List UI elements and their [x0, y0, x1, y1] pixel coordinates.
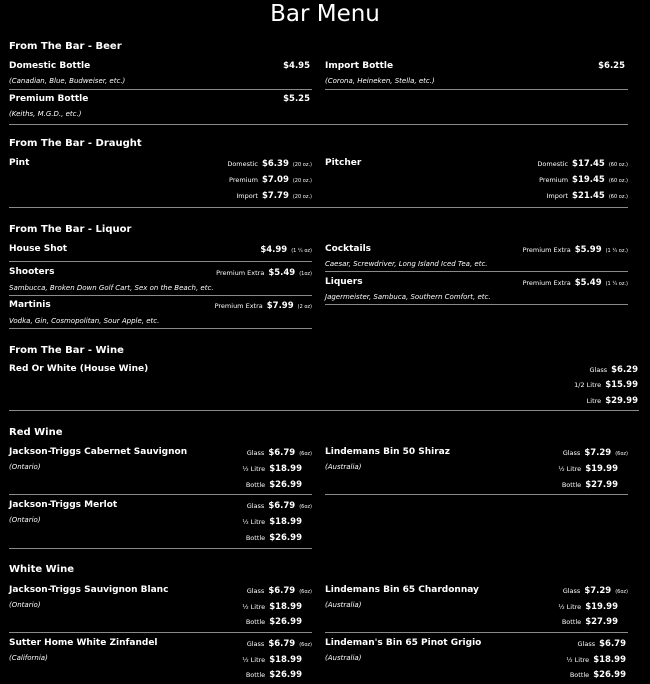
section-heading-red-wine: Red Wine [9, 427, 63, 438]
price-label: Glass [577, 640, 596, 648]
price-value: $26.99 [593, 670, 626, 680]
section-divider [9, 410, 639, 411]
price-value: $18.99 [593, 655, 626, 665]
price-row [210, 448, 312, 458]
price-label: Domestic [537, 160, 569, 168]
item-region: (Ontario) [9, 601, 41, 609]
item-price-import-bottle: $6.25 [598, 61, 625, 71]
serving-size: (20 oz.) [292, 194, 312, 200]
divider [9, 295, 312, 296]
price-label: Bottle [561, 481, 582, 489]
price-label: Premium [229, 176, 258, 184]
price-row [210, 501, 312, 511]
price-value: $27.99 [585, 617, 618, 627]
section-heading-liquor: From The Bar - Liquor [9, 224, 132, 235]
price-value: $5.49 [574, 278, 602, 288]
price-label: Bottle [245, 618, 266, 626]
price-value: $6.39 [261, 159, 289, 169]
price-value: $26.99 [269, 480, 302, 490]
item-name-martinis: Martinis [9, 300, 51, 310]
price-row [150, 159, 312, 169]
price-row [526, 448, 628, 458]
item-desc-cocktails: Caesar, Screwdriver, Long Island Iced Tea, etc. [325, 260, 488, 268]
price-label: Bottle [245, 481, 266, 489]
item-name-liquers: Liquers [325, 277, 363, 287]
price-row [466, 278, 628, 288]
price-row [150, 268, 312, 278]
price-label: Bottle [245, 671, 266, 679]
serving-size: (6oz) [615, 589, 628, 595]
page-title: Bar Menu [270, 1, 380, 27]
price-label: Premium Extra [214, 302, 263, 310]
item-desc-domestic-bottle: (Canadian, Blue, Budweiser, etc.) [9, 77, 126, 85]
serving-size: (6oz) [299, 589, 312, 595]
price-label: Import [546, 192, 569, 200]
price-value: $19.45 [572, 175, 605, 185]
item-desc-shooters: Sambucca, Broken Down Golf Cart, Sex on the Beach, etc. [9, 284, 214, 292]
price-row [466, 175, 628, 185]
price-row [210, 464, 302, 474]
price-value: $21.45 [572, 191, 605, 201]
price-row [150, 191, 312, 201]
price-label: Bottle [245, 534, 266, 542]
price-value: $26.99 [269, 533, 302, 543]
price-value: $27.99 [585, 480, 618, 490]
price-row [210, 639, 312, 649]
price-value: $7.09 [261, 175, 289, 185]
item-name-cocktails: Cocktails [325, 244, 372, 254]
price-row [210, 670, 302, 680]
price-row [466, 191, 628, 201]
price-value: $6.79 [268, 586, 296, 596]
divider [325, 271, 628, 272]
price-label: Litre [586, 397, 602, 405]
price-value: $26.99 [269, 617, 302, 627]
serving-size: (60 oz.) [608, 178, 628, 184]
divider [9, 261, 312, 262]
price-value: $18.99 [269, 655, 302, 665]
serving-size: (60 oz.) [608, 194, 628, 200]
serving-size: (1 ¼ oz.) [605, 281, 628, 287]
price-row [150, 245, 312, 255]
item-name-wine: Lindeman's Bin 65 Pinot Grigio [325, 638, 482, 648]
price-row [500, 365, 638, 375]
item-region: (Ontario) [9, 463, 41, 471]
item-region: (Australia) [325, 463, 362, 471]
price-label: ½ Litre [242, 656, 266, 664]
price-value: $7.29 [584, 586, 612, 596]
price-label: ½ Litre [242, 518, 266, 526]
divider [325, 304, 628, 305]
price-value: $29.99 [605, 396, 638, 406]
item-price-domestic-bottle: $4.95 [283, 61, 310, 71]
price-label: Glass [246, 449, 265, 457]
price-row [210, 480, 302, 490]
price-value: $6.79 [268, 448, 296, 458]
price-row [540, 670, 626, 680]
price-row [526, 586, 628, 596]
price-row [500, 396, 638, 406]
price-value: $7.79 [261, 191, 289, 201]
section-heading-draught: From The Bar - Draught [9, 138, 142, 149]
item-desc-martinis: Vodka, Gin, Cosmopolitan, Sour Apple, etc. [9, 317, 160, 325]
price-value: $6.29 [611, 365, 638, 375]
item-name-pitcher: Pitcher [325, 158, 362, 168]
divider [325, 494, 628, 495]
divider [325, 632, 628, 633]
serving-size: (2 oz) [297, 304, 312, 310]
price-value: $6.79 [599, 639, 626, 649]
price-row [466, 159, 628, 169]
price-row [526, 602, 618, 612]
divider [9, 494, 312, 495]
divider [9, 548, 312, 549]
price-value: $18.99 [269, 602, 302, 612]
price-row [526, 464, 618, 474]
price-label: Domestic [227, 160, 258, 168]
price-label: ½ Litre [558, 603, 582, 611]
serving-size: (1 ¼ oz.) [605, 248, 628, 254]
price-row [210, 655, 302, 665]
price-value: $18.99 [269, 517, 302, 527]
divider [9, 89, 312, 90]
price-row [150, 175, 312, 185]
item-name-wine: Lindemans Bin 65 Chardonnay [325, 585, 479, 595]
price-label: 1/2 Litre [574, 381, 602, 389]
item-desc-premium-bottle: (Keiths, M.G.D., etc.) [9, 110, 82, 118]
item-name-wine: Sutter Home White Zinfandel [9, 638, 158, 648]
price-label: ½ Litre [242, 465, 266, 473]
price-value: $4.99 [260, 245, 288, 255]
price-value: $6.79 [268, 501, 296, 511]
serving-size: (20 oz.) [292, 178, 312, 184]
price-label: Glass [246, 587, 265, 595]
price-label: Glass [589, 366, 608, 374]
serving-size: (6oz) [299, 451, 312, 457]
price-label: ½ Litre [558, 465, 582, 473]
price-label: Premium Extra [216, 269, 265, 277]
item-region: (California) [9, 654, 48, 662]
price-row [210, 602, 302, 612]
divider [325, 89, 628, 90]
item-name-shooters: Shooters [9, 267, 55, 277]
price-row [210, 517, 302, 527]
section-divider [9, 207, 628, 208]
item-name-wine: Jackson-Triggs Merlot [9, 500, 118, 510]
item-name-premium-bottle: Premium Bottle [9, 94, 89, 104]
item-name-wine: Jackson-Triggs Cabernet Sauvignon [9, 447, 188, 457]
price-label: Premium [539, 176, 569, 184]
item-name-import-bottle: Import Bottle [325, 61, 394, 71]
price-label: Glass [562, 587, 581, 595]
price-label: ½ Litre [242, 603, 266, 611]
divider [9, 632, 312, 633]
section-heading-white-wine: White Wine [9, 564, 74, 575]
item-name-wine: Jackson-Triggs Sauvignon Blanc [9, 585, 169, 595]
price-label: Premium Extra [522, 246, 571, 254]
price-value: $26.99 [269, 670, 302, 680]
price-label: Bottle [569, 671, 590, 679]
item-name-house-wine: Red Or White (House Wine) [9, 364, 149, 374]
serving-size: (6oz) [299, 504, 312, 510]
price-row [150, 301, 312, 311]
item-name-wine: Lindemans Bin 50 Shiraz [325, 447, 450, 457]
price-label: ½ Litre [566, 656, 590, 664]
price-value: $5.49 [268, 268, 296, 278]
price-value: $17.45 [572, 159, 605, 169]
item-region: (Australia) [325, 654, 362, 662]
price-row [466, 245, 628, 255]
price-value: $18.99 [269, 464, 302, 474]
serving-size: (1oz) [299, 271, 312, 277]
price-label: Bottle [561, 618, 582, 626]
serving-size: (6oz) [615, 451, 628, 457]
price-value: $19.99 [585, 464, 618, 474]
price-label: Glass [562, 449, 581, 457]
section-heading-beer: From The Bar - Beer [9, 41, 122, 52]
price-value: $7.29 [584, 448, 612, 458]
price-value: $5.99 [574, 245, 602, 255]
price-label: Premium Extra [522, 279, 571, 287]
item-desc-liquers: Jagermeister, Sambuca, Southern Comfort, etc. [325, 293, 491, 301]
price-value: $6.79 [268, 639, 296, 649]
item-name-house-shot: House Shot [9, 244, 68, 254]
section-heading-wine: From The Bar - Wine [9, 345, 124, 356]
item-region: (Ontario) [9, 516, 41, 524]
price-label: Glass [246, 640, 265, 648]
divider [9, 328, 312, 329]
serving-size: (60 oz.) [608, 162, 628, 168]
price-row [210, 617, 302, 627]
price-row [500, 380, 638, 390]
price-row [210, 533, 302, 543]
price-value: $15.99 [605, 380, 638, 390]
price-label: Import [236, 192, 258, 200]
serving-size: (20 oz.) [292, 162, 312, 168]
price-row [526, 480, 618, 490]
price-row [540, 655, 626, 665]
price-label: Glass [246, 502, 265, 510]
price-row [526, 617, 618, 627]
price-value: $19.99 [585, 602, 618, 612]
item-name-pint: Pint [9, 158, 30, 168]
item-price-premium-bottle: $5.25 [283, 94, 310, 104]
section-divider [9, 124, 628, 125]
serving-size: (1 ¼ oz) [291, 248, 312, 254]
price-row [540, 639, 626, 649]
serving-size: (6oz) [299, 642, 312, 648]
item-desc-import-bottle: (Corona, Heineken, Stella, etc.) [325, 77, 435, 85]
price-row [210, 586, 312, 596]
item-name-domestic-bottle: Domestic Bottle [9, 61, 91, 71]
price-value: $7.99 [266, 301, 294, 311]
item-region: (Australia) [325, 601, 362, 609]
